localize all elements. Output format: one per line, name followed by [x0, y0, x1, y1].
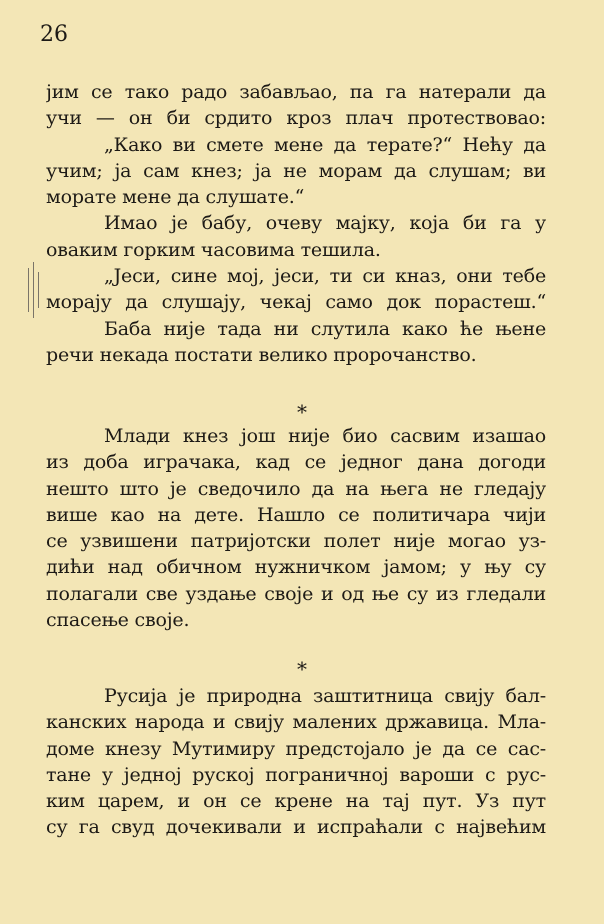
text-line: доме кнезу Мутимиру предстојало је да се сас- — [46, 737, 546, 760]
pencil-mark — [38, 272, 39, 308]
text-line: „Јеси, сине мој, јеси, ти си кназ, они тебе — [104, 265, 546, 288]
text-line: полагали све уздање своје и од ње су из гледали — [46, 582, 546, 605]
paragraph-block-2 — [46, 423, 546, 633]
text-line: Русија је природна заштитница свију бал- — [104, 685, 546, 707]
section-separator: * — [297, 657, 307, 681]
text-line: ким царем, и он се крене на тај пут. Уз пут — [46, 790, 546, 813]
text-line: морате мене да слушате.“ — [46, 186, 305, 209]
text-line: тане у једној руској пограничној вароши с рус- — [46, 763, 546, 786]
text-line: канских народа и свију малених државица. Мла- — [46, 711, 546, 734]
text-line: спасење своје. — [46, 609, 190, 632]
paragraph-block-3 — [46, 683, 546, 841]
paragraph-block-1 — [46, 79, 546, 368]
text-line: оваким горким часовима тешила. — [46, 238, 381, 261]
text-line: из доба играчака, кад се једног дана догоди — [46, 451, 546, 474]
text-line: су га свуд дочекивали и испраћали с највећим — [46, 816, 546, 839]
text-line: „Како ви смете мене да терате?“ Нећу да — [104, 133, 546, 156]
text-line: Имао је бабу, очеву мајку, која би га у — [104, 212, 546, 235]
text-line: учим; ја сам кнез; ја не морам да слушам; ви — [46, 159, 546, 182]
text-line: више као на дете. Нашло се политичара чији — [46, 503, 546, 526]
text-line: јим се тако радо забављао, па га натерали да — [46, 81, 546, 103]
pencil-mark — [28, 268, 29, 312]
text-line: Баба није тада ни слутила како ће њене — [104, 317, 546, 340]
page-number: 26 — [40, 22, 68, 47]
text-line: учи — он би срдито кроз плач протествовао: — [46, 107, 546, 130]
text-line: морају да слушају, чекај само док порастеш.“ — [46, 291, 546, 314]
text-line: Млади кнез још није био сасвим изашао — [104, 425, 546, 447]
pencil-mark — [33, 262, 34, 318]
text-line: се узвишени патриjотски полет није могао уз- — [46, 530, 546, 553]
text-line: нешто што је сведочило да на њега не гледају — [46, 477, 546, 500]
text-line: дићи над обичном нужничком јамом; у њу су — [46, 556, 546, 579]
text-line: речи некада постати велико пророчанство. — [46, 343, 477, 366]
section-separator: * — [297, 400, 307, 424]
